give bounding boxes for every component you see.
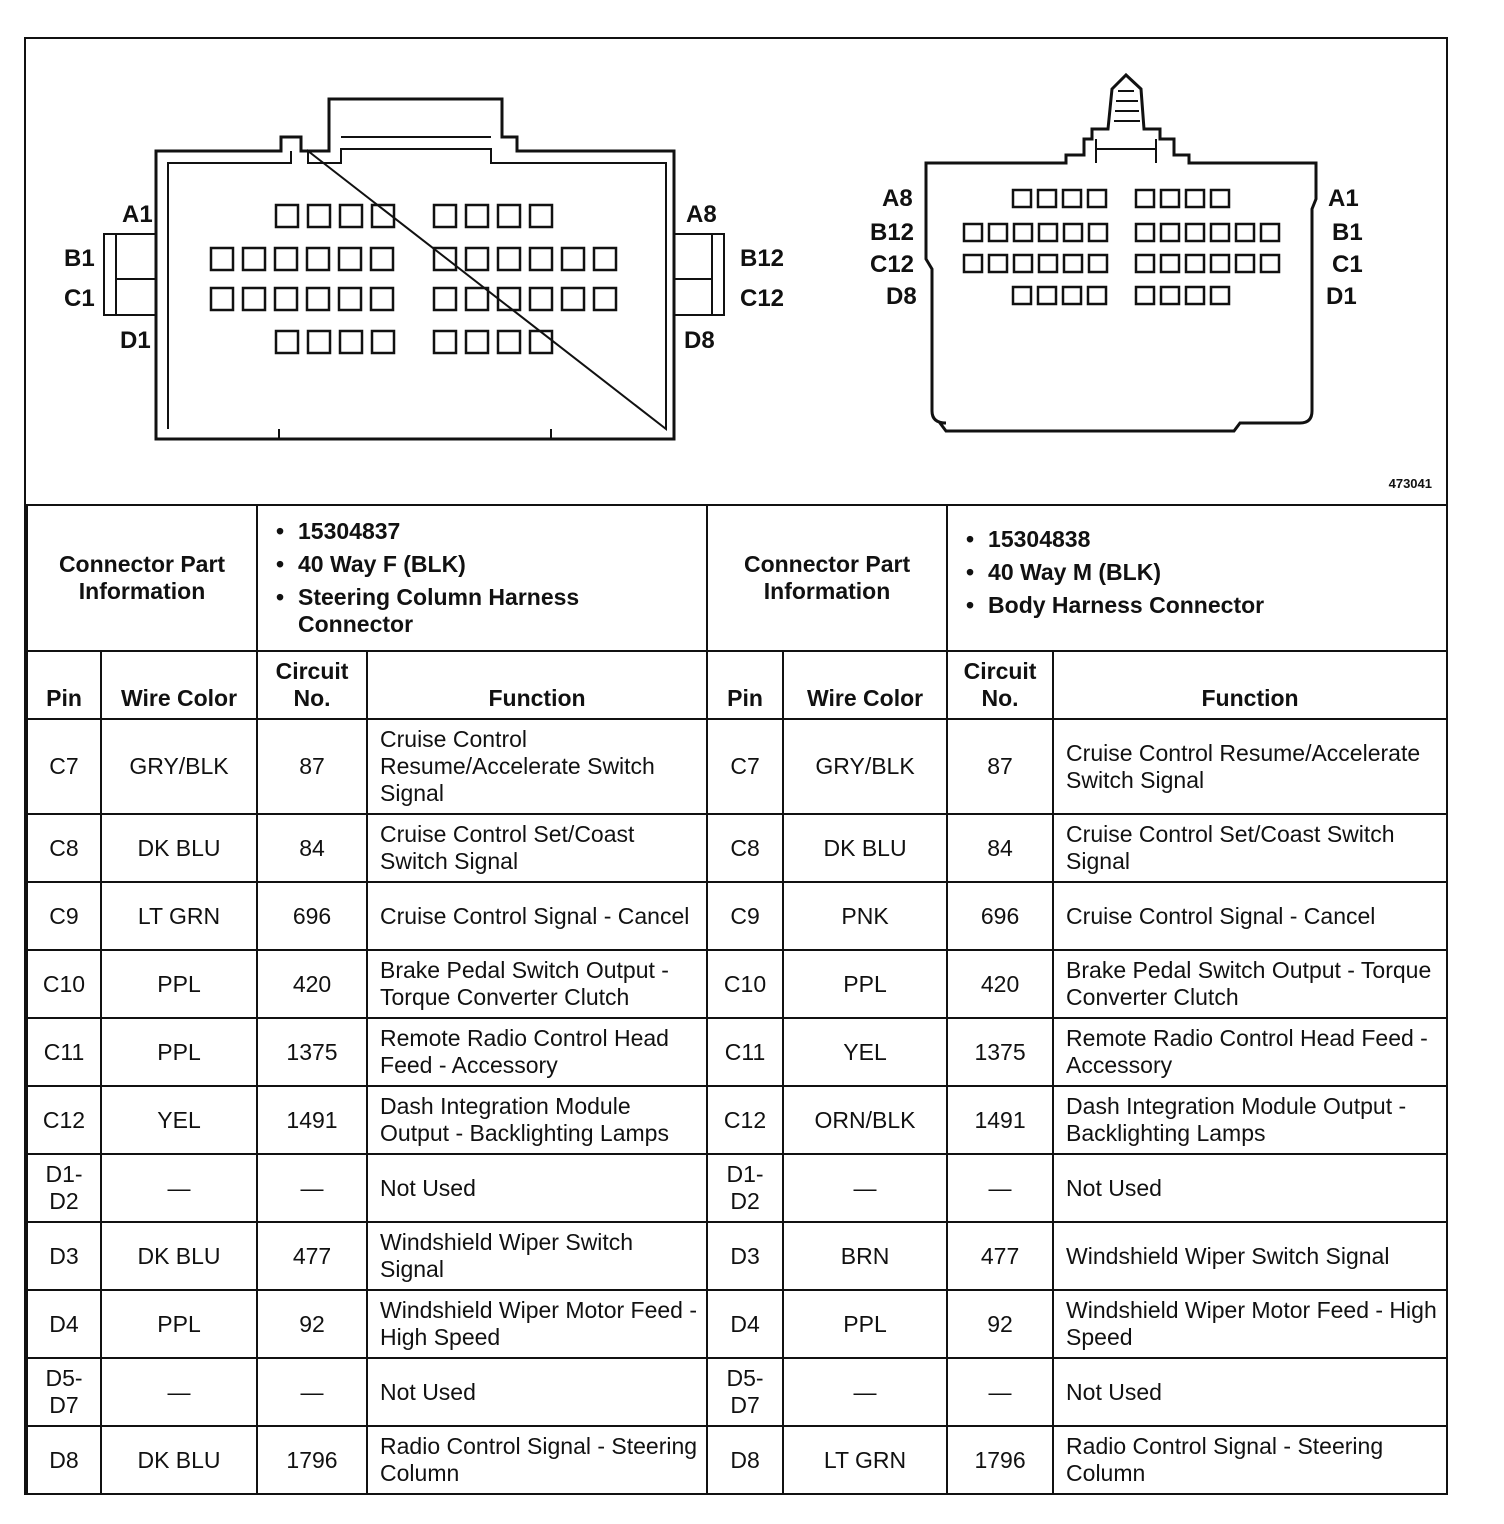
pin-cavity: [594, 248, 616, 270]
pin-cavity: [371, 248, 393, 270]
pin-cavity: [1063, 287, 1081, 304]
pin-cavity: [1136, 287, 1154, 304]
table-row: [27, 719, 1447, 814]
pin-cavity: [1089, 255, 1107, 272]
pin-cavity: [1064, 255, 1082, 272]
left-pin-cell: C10: [27, 950, 101, 1018]
left-circuit-cell: 1375: [257, 1018, 367, 1086]
right-pin-cell: D8: [707, 1426, 783, 1494]
pin-cavity: [1236, 255, 1254, 272]
pin-cavity: [275, 288, 297, 310]
right-circuit-cell: 87: [947, 719, 1053, 814]
left-function-cell: Cruise Control Resume/Accelerate Switch Signal: [367, 719, 707, 814]
left-wire-color-cell: DK BLU: [101, 1222, 257, 1290]
header-wire-color: Wire Color: [101, 651, 257, 719]
left-pin-cell: C12: [27, 1086, 101, 1154]
table-row: [27, 1154, 1447, 1222]
left-wire-color-cell: PPL: [101, 1018, 257, 1086]
pin-cavity: [594, 288, 616, 310]
right-circuit-cell: 477: [947, 1222, 1053, 1290]
left-wire-color-cell: PPL: [101, 1290, 257, 1358]
pin-cavity: [530, 288, 552, 310]
header-circuit: Circuit No.: [947, 651, 1053, 719]
pin-cavity: [211, 288, 233, 310]
pin-cavity: [434, 288, 456, 310]
right-pin-cell: D1-D2: [707, 1154, 783, 1222]
connector-document: [24, 37, 1448, 1495]
pin-cavity: [434, 205, 456, 227]
left-wire-color-cell: —: [101, 1358, 257, 1426]
right-connector-info-label: Connector Part Information: [707, 505, 947, 651]
right-circuit-cell: —: [947, 1154, 1053, 1222]
left-wire-color-cell: LT GRN: [101, 882, 257, 950]
left-circuit-cell: 92: [257, 1290, 367, 1358]
pin-cavity: [530, 331, 552, 353]
right-function-cell: Windshield Wiper Switch Signal: [1053, 1222, 1447, 1290]
pin-cavity: [308, 331, 330, 353]
left-function-cell: Not Used: [367, 1154, 707, 1222]
pin-cavity: [1038, 190, 1056, 207]
left-wire-color-cell: PPL: [101, 950, 257, 1018]
right-function-cell: Cruise Control Set/Coast Switch Signal: [1053, 814, 1447, 882]
left-pin-label-b1: B1: [64, 245, 95, 272]
left-pin-cell: C11: [27, 1018, 101, 1086]
pin-cavity: [989, 224, 1007, 241]
pin-cavity: [339, 288, 361, 310]
left-pin-label-c1: C1: [64, 285, 95, 312]
left-pin-label-a1: A1: [122, 201, 153, 228]
left-function-cell: Cruise Control Signal - Cancel: [367, 882, 707, 950]
pin-cavity: [1186, 190, 1204, 207]
left-circuit-cell: 1796: [257, 1426, 367, 1494]
right-pin-cell: C8: [707, 814, 783, 882]
table-row: [27, 950, 1447, 1018]
right-pin-cell: C12: [707, 1086, 783, 1154]
right-pin-label-c12: C12: [870, 251, 915, 278]
right-wire-color-cell: LT GRN: [783, 1426, 947, 1494]
left-pin-cell: D5-D7: [27, 1358, 101, 1426]
pin-cavity: [1136, 224, 1154, 241]
right-pin-cell: D3: [707, 1222, 783, 1290]
right-wire-color-cell: BRN: [783, 1222, 947, 1290]
right-connector-info: [947, 505, 1447, 651]
pin-cavity: [1186, 255, 1204, 272]
left-pin-label-b12: B12: [740, 245, 785, 272]
header-circuit: Circuit No.: [257, 651, 367, 719]
header-pin: Pin: [27, 651, 101, 719]
pinout-table: [26, 504, 1448, 1495]
pin-cavity: [339, 248, 361, 270]
pin-cavity: [562, 248, 584, 270]
right-wire-color-cell: GRY/BLK: [783, 719, 947, 814]
pin-cavity: [1064, 224, 1082, 241]
pin-cavity: [1089, 224, 1107, 241]
pin-cavity: [1063, 190, 1081, 207]
pin-cavity: [1136, 190, 1154, 207]
pin-cavity: [1014, 255, 1032, 272]
right-pin-cell: D5-D7: [707, 1358, 783, 1426]
right-function-cell: Radio Control Signal - Steering Column: [1053, 1426, 1447, 1494]
pin-cavity: [1088, 190, 1106, 207]
left-pin-label-d8: D8: [684, 327, 715, 354]
pin-cavity: [372, 331, 394, 353]
pin-cavity: [307, 288, 329, 310]
pin-cavity: [340, 331, 362, 353]
connector-info-row: [27, 505, 1447, 651]
left-part-number: • 15304837: [298, 518, 696, 545]
right-pin-cell: D4: [707, 1290, 783, 1358]
pin-cavity: [989, 255, 1007, 272]
right-connector-drawing: [926, 75, 1316, 431]
right-pin-label-b1: B1: [1332, 219, 1363, 246]
pin-cavity: [1161, 255, 1179, 272]
pin-cavity: [1013, 190, 1031, 207]
left-connector-info: [257, 505, 707, 651]
right-circuit-cell: 1375: [947, 1018, 1053, 1086]
right-wire-color-cell: YEL: [783, 1018, 947, 1086]
connector-diagram: [26, 39, 1446, 504]
left-circuit-cell: 420: [257, 950, 367, 1018]
pin-cavity: [466, 205, 488, 227]
right-function-cell: Not Used: [1053, 1154, 1447, 1222]
left-function-cell: Not Used: [367, 1358, 707, 1426]
left-function-cell: Dash Integration Module Output - Backlighting Lamps: [367, 1086, 707, 1154]
right-wire-color-cell: ORN/BLK: [783, 1086, 947, 1154]
left-function-cell: Radio Control Signal - Steering Column: [367, 1426, 707, 1494]
right-pin-label-b12: B12: [870, 219, 915, 246]
pin-cavity: [1261, 255, 1279, 272]
pin-cavity: [964, 255, 982, 272]
right-connector-type: • 40 Way M (BLK): [988, 559, 1436, 586]
left-circuit-cell: —: [257, 1154, 367, 1222]
connector-drawings: [26, 39, 1446, 504]
left-circuit-cell: 84: [257, 814, 367, 882]
left-connector-pins: [211, 205, 616, 353]
right-wire-color-cell: DK BLU: [783, 814, 947, 882]
left-function-cell: Cruise Control Set/Coast Switch Signal: [367, 814, 707, 882]
pin-cavity: [964, 224, 982, 241]
left-function-cell: Windshield Wiper Switch Signal: [367, 1222, 707, 1290]
right-wire-color-cell: PPL: [783, 1290, 947, 1358]
table-row: [27, 1086, 1447, 1154]
table-row: [27, 814, 1447, 882]
right-pin-label-c1: C1: [1332, 251, 1363, 278]
right-circuit-cell: 420: [947, 950, 1053, 1018]
pin-cavity: [1211, 190, 1229, 207]
right-circuit-cell: 1796: [947, 1426, 1053, 1494]
right-pin-cell: C11: [707, 1018, 783, 1086]
left-pin-cell: D1-D2: [27, 1154, 101, 1222]
pin-cavity: [1211, 255, 1229, 272]
pin-cavity: [466, 288, 488, 310]
pin-cavity: [1161, 190, 1179, 207]
left-function-cell: Remote Radio Control Head Feed - Accessory: [367, 1018, 707, 1086]
left-circuit-cell: 696: [257, 882, 367, 950]
pin-cavity: [1211, 287, 1229, 304]
table-row: [27, 1426, 1447, 1494]
pin-cavity: [275, 248, 297, 270]
pin-cavity: [308, 205, 330, 227]
right-function-cell: Windshield Wiper Motor Feed - High Speed: [1053, 1290, 1447, 1358]
right-wire-color-cell: PPL: [783, 950, 947, 1018]
pin-cavity: [498, 205, 520, 227]
pin-cavity: [307, 248, 329, 270]
pin-cavity: [1038, 287, 1056, 304]
right-wire-color-cell: —: [783, 1154, 947, 1222]
left-connector-drawing: [104, 99, 724, 439]
left-connector-description: • Steering Column Harness Connector: [298, 584, 696, 638]
pin-cavity: [1039, 224, 1057, 241]
left-pin-cell: D3: [27, 1222, 101, 1290]
pin-cavity: [1186, 287, 1204, 304]
right-pin-cell: C10: [707, 950, 783, 1018]
left-circuit-cell: 1491: [257, 1086, 367, 1154]
pin-cavity: [1088, 287, 1106, 304]
pin-cavity: [530, 205, 552, 227]
table-row: [27, 1358, 1447, 1426]
left-wire-color-cell: YEL: [101, 1086, 257, 1154]
left-pin-cell: D8: [27, 1426, 101, 1494]
right-function-cell: Cruise Control Signal - Cancel: [1053, 882, 1447, 950]
right-circuit-cell: 1491: [947, 1086, 1053, 1154]
left-circuit-cell: —: [257, 1358, 367, 1426]
right-pin-cell: C9: [707, 882, 783, 950]
pin-cavity: [466, 248, 488, 270]
pin-cavity: [1186, 224, 1204, 241]
pin-cavity: [1161, 224, 1179, 241]
left-circuit-cell: 477: [257, 1222, 367, 1290]
left-pin-label-c12: C12: [740, 285, 785, 312]
left-pin-cell: C8: [27, 814, 101, 882]
pin-cavity: [1161, 287, 1179, 304]
left-wire-color-cell: —: [101, 1154, 257, 1222]
left-circuit-cell: 87: [257, 719, 367, 814]
table-row: [27, 1290, 1447, 1358]
right-pin-cell: C7: [707, 719, 783, 814]
table-row: [27, 1018, 1447, 1086]
pin-cavity: [434, 331, 456, 353]
header-function: Function: [367, 651, 707, 719]
pin-cavity: [276, 205, 298, 227]
pin-cavity: [530, 248, 552, 270]
left-wire-color-cell: DK BLU: [101, 814, 257, 882]
table-row: [27, 882, 1447, 950]
header-wire-color: Wire Color: [783, 651, 947, 719]
right-wire-color-cell: —: [783, 1358, 947, 1426]
header-pin: Pin: [707, 651, 783, 719]
right-connector-description: • Body Harness Connector: [988, 592, 1436, 619]
pin-cavity: [498, 248, 520, 270]
right-pin-label-d8: D8: [886, 283, 917, 310]
pin-cavity: [211, 248, 233, 270]
pin-cavity: [1013, 287, 1031, 304]
pin-cavity: [1039, 255, 1057, 272]
table-row: [27, 1222, 1447, 1290]
right-function-cell: Dash Integration Module Output - Backlighting Lamps: [1053, 1086, 1447, 1154]
figure-id: 473041: [1388, 476, 1432, 491]
right-circuit-cell: 696: [947, 882, 1053, 950]
column-header-row: [27, 651, 1447, 719]
left-pin-label-d1: D1: [120, 327, 151, 354]
left-pin-cell: C9: [27, 882, 101, 950]
pin-cavity: [243, 288, 265, 310]
right-function-cell: Not Used: [1053, 1358, 1447, 1426]
right-pin-label-d1: D1: [1326, 283, 1357, 310]
pin-cavity: [276, 331, 298, 353]
pin-cavity: [1261, 224, 1279, 241]
pin-cavity: [466, 331, 488, 353]
right-function-cell: Brake Pedal Switch Output - Torque Converter Clutch: [1053, 950, 1447, 1018]
left-connector-type: • 40 Way F (BLK): [298, 551, 696, 578]
left-function-cell: Windshield Wiper Motor Feed - High Speed: [367, 1290, 707, 1358]
right-pin-label-a1: A1: [1328, 185, 1359, 212]
pin-cavity: [243, 248, 265, 270]
right-wire-color-cell: PNK: [783, 882, 947, 950]
left-pin-label-a8: A8: [686, 201, 717, 228]
left-wire-color-cell: GRY/BLK: [101, 719, 257, 814]
pin-cavity: [1236, 224, 1254, 241]
left-pin-cell: C7: [27, 719, 101, 814]
right-circuit-cell: 84: [947, 814, 1053, 882]
pin-cavity: [1211, 224, 1229, 241]
right-part-number: • 15304838: [988, 526, 1436, 553]
right-connector-pins: [964, 190, 1279, 304]
pin-cavity: [1136, 255, 1154, 272]
pin-cavity: [340, 205, 362, 227]
right-circuit-cell: 92: [947, 1290, 1053, 1358]
left-pin-cell: D4: [27, 1290, 101, 1358]
header-function: Function: [1053, 651, 1447, 719]
left-connector-info-label: Connector Part Information: [27, 505, 257, 651]
right-function-cell: Remote Radio Control Head Feed - Accessory: [1053, 1018, 1447, 1086]
right-pin-label-a8: A8: [882, 185, 913, 212]
pin-cavity: [498, 331, 520, 353]
left-wire-color-cell: DK BLU: [101, 1426, 257, 1494]
left-function-cell: Brake Pedal Switch Output - Torque Converter Clutch: [367, 950, 707, 1018]
pin-cavity: [1014, 224, 1032, 241]
right-circuit-cell: —: [947, 1358, 1053, 1426]
pin-cavity: [371, 288, 393, 310]
right-function-cell: Cruise Control Resume/Accelerate Switch Signal: [1053, 719, 1447, 814]
pin-cavity: [562, 288, 584, 310]
